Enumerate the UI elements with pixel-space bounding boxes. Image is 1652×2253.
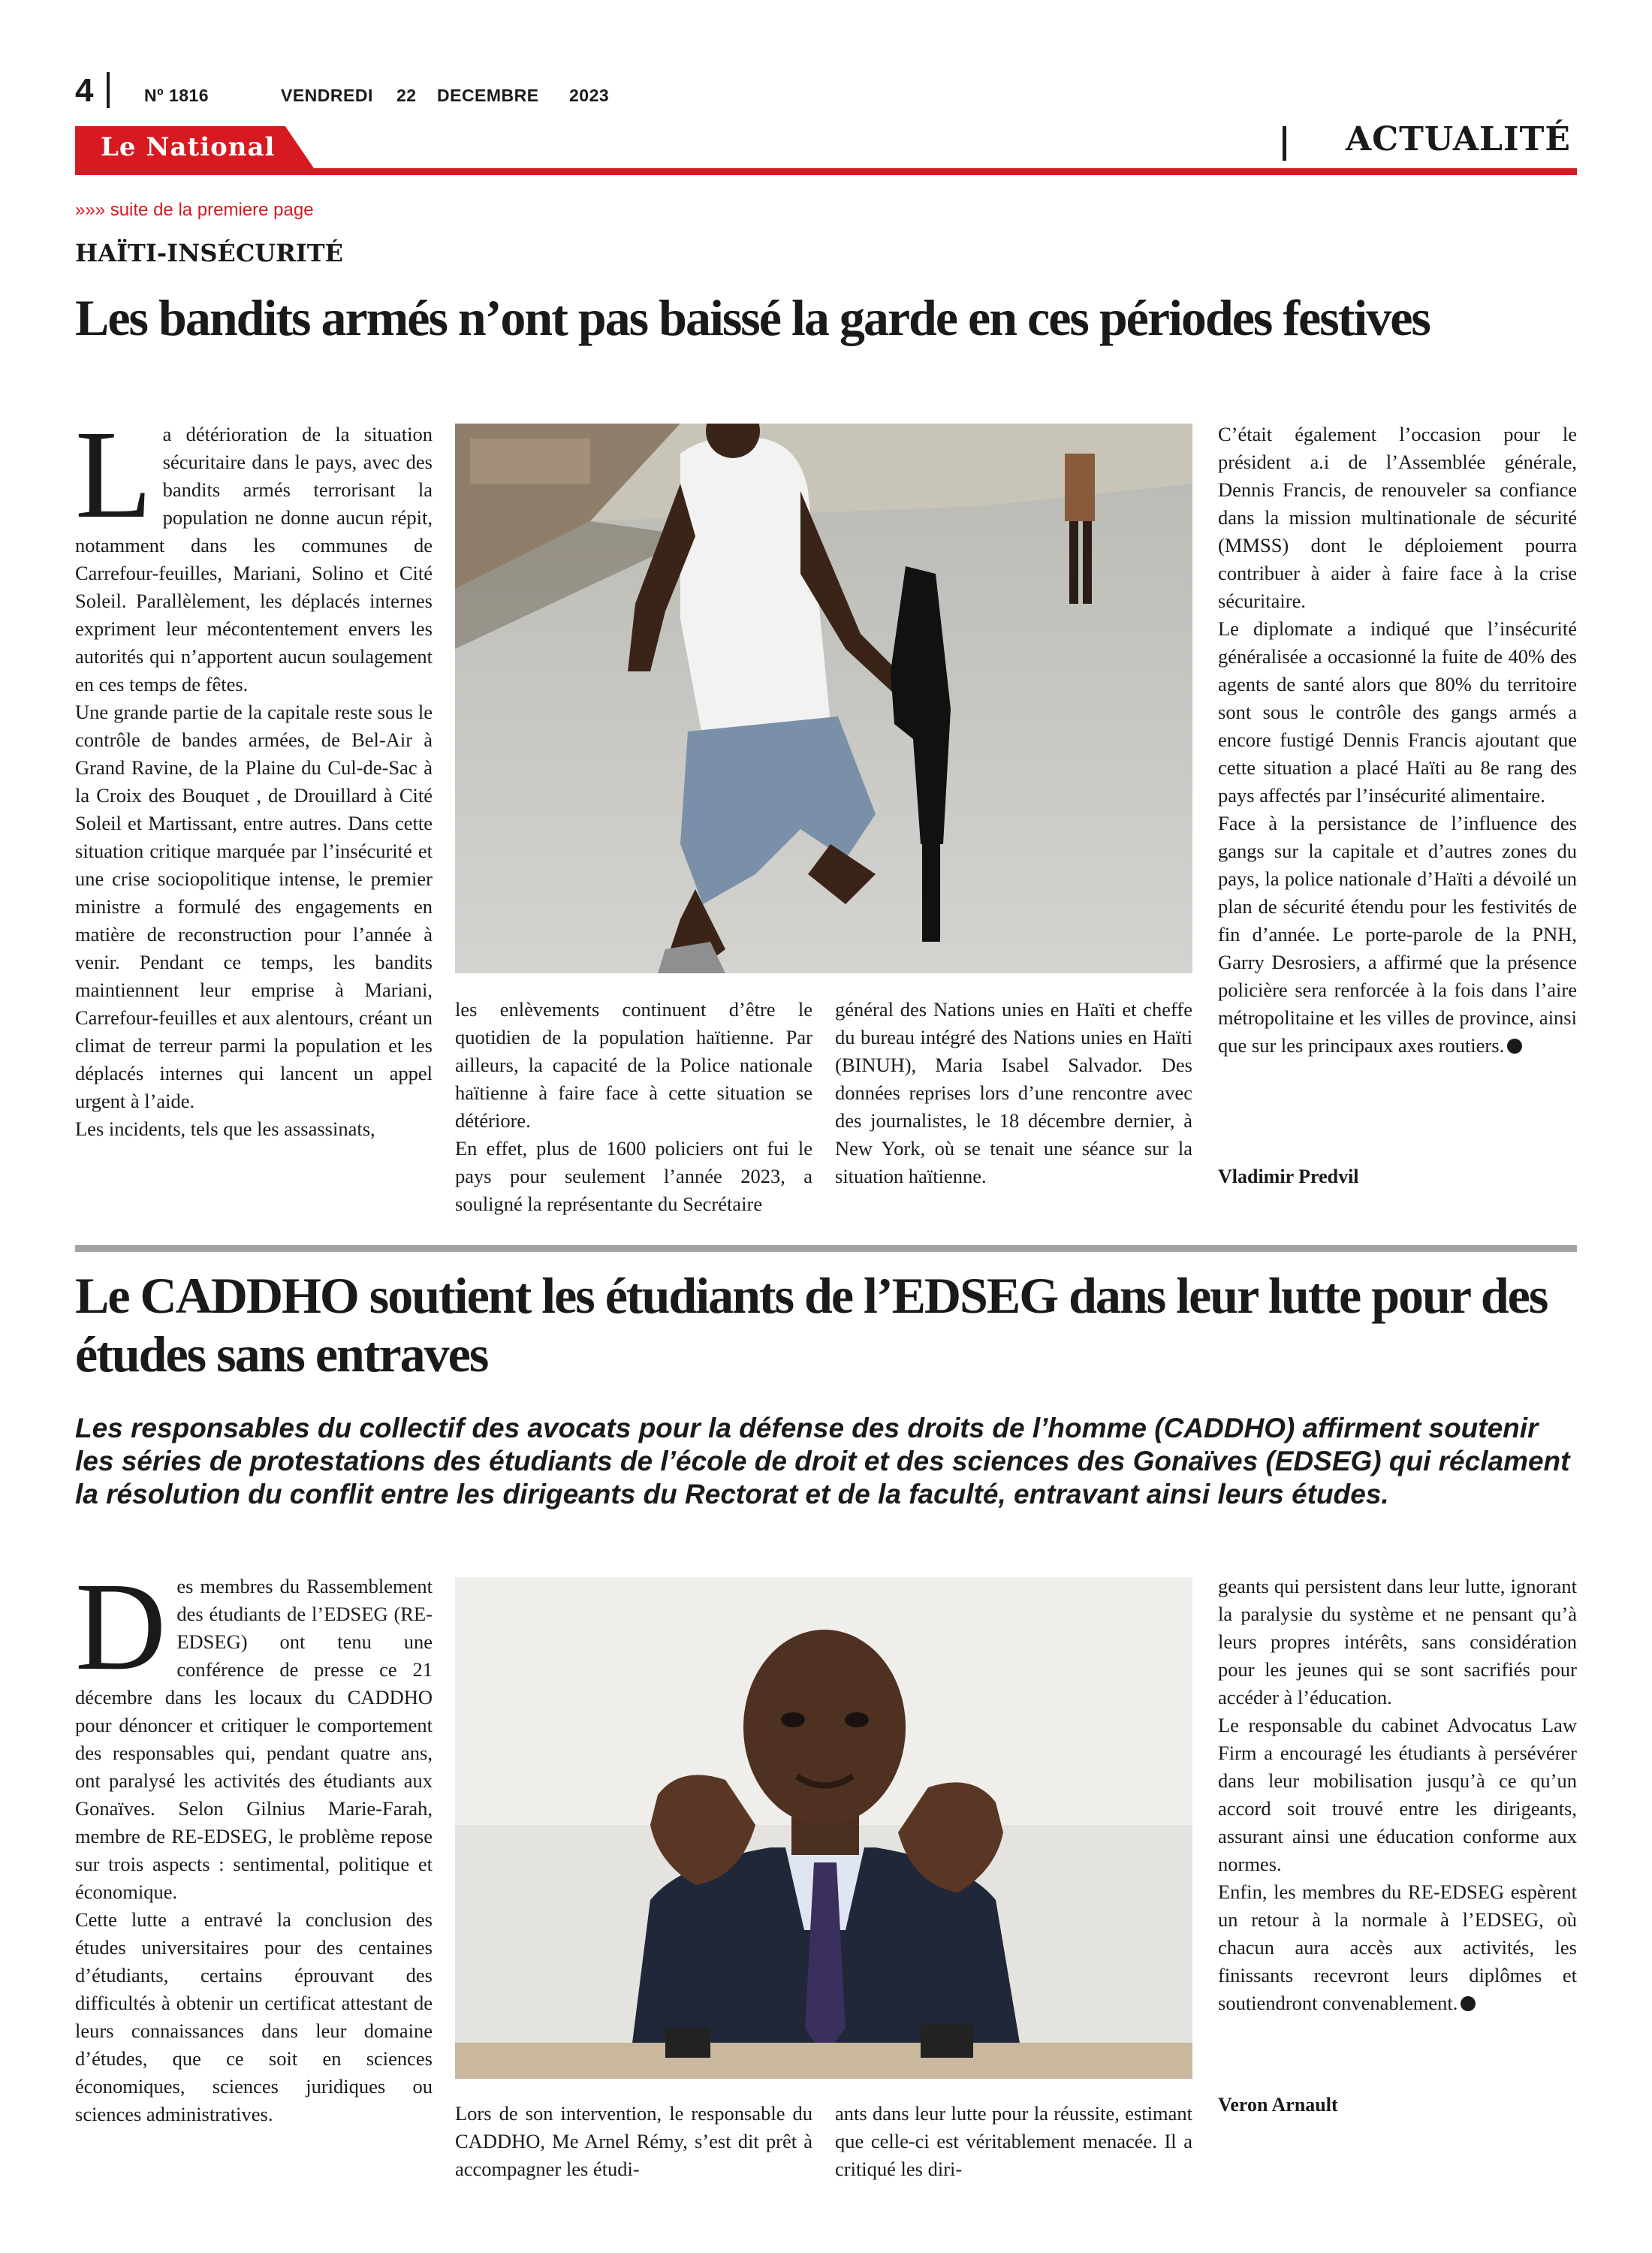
- header-rule: [75, 168, 1577, 175]
- article1-paragraph: Le diplomate a indiqué que l’insécurité généralisée a occasionné la fuite de 40% des agents de santé alors que 80% du territoire sont sous le contrôle des gangs armés a encore fustigé Dennis Francis ajoutant que cette situation a placé Haïti au 8e rang des pays affectés par l’insécurité alimentaire.: [1218, 617, 1577, 807]
- page-number-divider: [107, 72, 110, 108]
- article1-paragraph: Une grande partie de la capitale reste sous le contrôle de bandes armées, de Bel-Air à Grand Ravine, de la Plaine du Cul-de-Sac à la Croix des Bouquet , de Drouillard à Cité Soleil et Martissant, entre autres. Dans cette situation critique marquée par l’insécurité et une crise sociopolitique intense, le premier ministre a formulé des engagements en matière de reconstruction pour l’année à venir. Pendant ce temps, les bandits maintiennent leur emprise à Mariani, Carrefour-feuilles et aux alentours, créant un climat de terreur parmi la population et les déplacés internes qui lancent un appel urgent à l’aide.: [75, 701, 433, 1112]
- article1-column-2: [455, 996, 812, 1218]
- section-title: ACTUALITÉ: [1346, 120, 1571, 158]
- article2-paragraph: ants dans leur lutte pour la réussite, estimant que celle-ci est véritablement menacée. Il a critiqué les diri-: [835, 2102, 1192, 2180]
- article2-headline: Le CADDHO soutient les étudiants de l’EDSEG dans leur lutte pour des études sans entraves: [75, 1267, 1548, 1383]
- article2-paragraph: Cette lutte a entravé la conclusion des études universitaires pour des centaines d’étudiants, certains éprouvant des difficultés à obtenir un certificat attestant de leurs connaissances dans leur domaine d’études, que ce soit en sciences économiques, sciences juridiques ou sciences administratives.: [75, 1908, 433, 2125]
- article1-paragraph: Face à la persistance de l’influence des gangs sur la capitale et d’autres zones du pays, la police nationale d’Haïti a dévoilé un plan de sécurité étendu pour les festivités de fin d’année. Le porte-parole de la PNH, Garry Desrosiers, a affirmé que la présence policière sera renforcée à la fois dans l’aire métropolitaine et les villes de province, ainsi que sur les principaux axes routiers.: [1218, 812, 1577, 1057]
- article2-byline: Veron Arnault: [1218, 2094, 1338, 2116]
- article2-paragraph: Enfin, les membres du RE-EDSEG espèrent un retour à la normale à l’EDSEG, où chacun aura accès aux activités, les finissants recevront leurs diplômes et soutiendront convenablement.: [1218, 1881, 1577, 2014]
- issue-date-day: 22: [396, 86, 417, 105]
- article-end-icon: [1461, 1996, 1476, 2011]
- speaker-press-conference-photo: [455, 1577, 1192, 2079]
- article2-column-1: [75, 1557, 433, 2128]
- article2-column-3: [835, 2100, 1192, 2183]
- article-end-icon: [1507, 1039, 1522, 1054]
- article2-photo: [455, 1577, 1192, 2079]
- section-divider: [1283, 126, 1286, 161]
- article2-dropcap: D: [75, 1557, 167, 1697]
- article-separator: [75, 1245, 1577, 1252]
- article2-paragraph: Lors de son intervention, le responsable du CADDHO, Me Arnel Rémy, s’est dit prêt à accompagner les étudi-: [455, 2102, 812, 2180]
- continued-note: »»» suite de la premiere page: [75, 200, 314, 220]
- article2-column-4: [1218, 1573, 1577, 2017]
- article2-paragraph: geants qui persistent dans leur lutte, ignorant la paralysie du système et ne pensant qu’à leurs propres intérêts, sans considération pour les jeunes qui se sont sacrifiés pour accéder à l’éducation.: [1218, 1575, 1577, 1709]
- article1-kicker: HAÏTI-INSÉCURITÉ: [75, 239, 343, 267]
- article1-paragraph: En effet, plus de 1600 policiers ont fui le pays pour seulement l’année 2023, a souligné la représentante du Secrétaire: [455, 1137, 812, 1215]
- article2-paragraph: Le responsable du cabinet Advocatus Law Firm a encouragé les étudiants à persévérer dans leur mobilisation jusqu’à ce qu’un accord soit trouvé entre les dirigeants, assurant ainsi une éducation conforme aux normes.: [1218, 1714, 1577, 1875]
- article1-column-4: [1218, 421, 1577, 1060]
- article2-paragraph: es membres du Rassemblement des étudiants de l’EDSEG (RE-EDSEG) ont tenu une conférence de presse ce 21 décembre dans les locaux du CADDHO pour dénoncer et critiquer le comportement des responsables qui, pendant quatre ans, ont paralysé les activités des étudiants aux Gonaïves. Selon Gilnius Marie-Farah, membre de RE-EDSEG, le problème repose sur trois aspects : sentimental, politique et économique.: [75, 1575, 433, 1903]
- article1-paragraph: a détérioration de la situation sécuritaire dans le pays, avec des bandits armés terrorisant la population ne donne aucun répit, notamment dans les communes de Carrefour-feuilles, Mariani, Solino et Cité Soleil. Parallèlement, les déplacés internes expriment leur mécontentement envers les autorités qui n’apportent aucun soulagement en ces temps de fêtes.: [75, 423, 433, 695]
- issue-year: 2023: [569, 86, 610, 105]
- article1-photo: [455, 424, 1192, 973]
- article1-paragraph: Les incidents, tels que les assassinats,: [75, 1117, 375, 1140]
- issue-month: DECEMBRE: [437, 86, 539, 105]
- brand-name: Le National: [101, 132, 276, 162]
- article1-paragraph: C’était également l’occasion pour le président a.i de l’Assemblée générale, Dennis Francis, de renouveler sa confiance dans la mission multinationale de sécurité (MMSS) dont le déploiement pourra contribuer à aider à faire face à la crise sécuritaire.: [1218, 423, 1577, 612]
- article1-column-1: [75, 405, 433, 1143]
- page-number: 4: [75, 72, 94, 109]
- article1-byline: Vladimir Predvil: [1218, 1166, 1359, 1187]
- article1-paragraph: les enlèvements continuent d’être le quotidien de la population haïtienne. Par ailleurs, la capacité de la Police nationale haïtienne à faire face à cette situation se détériore.: [455, 998, 812, 1132]
- article1-paragraph: général des Nations unies en Haïti et cheffe du bureau intégré des Nations unies en Haïti (BINUH), Maria Isabel Salvador. Des données reprises lors d’une rencontre avec des journalistes, le 18 décembre dernier, à New York, où se tenait une séance sur la situation haïtienne.: [835, 998, 1192, 1187]
- armed-man-street-photo: [455, 424, 1192, 973]
- article2-column-2: [455, 2100, 812, 2183]
- article1-column-3: [835, 996, 1192, 1190]
- article1-headline: Les bandits armés n’ont pas baissé la garde en ces périodes festives: [75, 289, 1430, 346]
- article2-standfirst: Les responsables du collectif des avocats pour la défense des droits de l’homme (CADDHO) affirment soutenir les séries de protestations des étudiants de l’école de droit et des sciences des Gonaïves (EDSEG) qui réclament la résolution du conflit entre les dirigeants du Rectorat et de la faculté, entravant ainsi leurs études.: [75, 1413, 1570, 1510]
- article1-dropcap: L: [75, 405, 152, 544]
- issue-day: VENDREDI: [281, 86, 373, 105]
- issue-number: Nº 1816: [144, 86, 210, 105]
